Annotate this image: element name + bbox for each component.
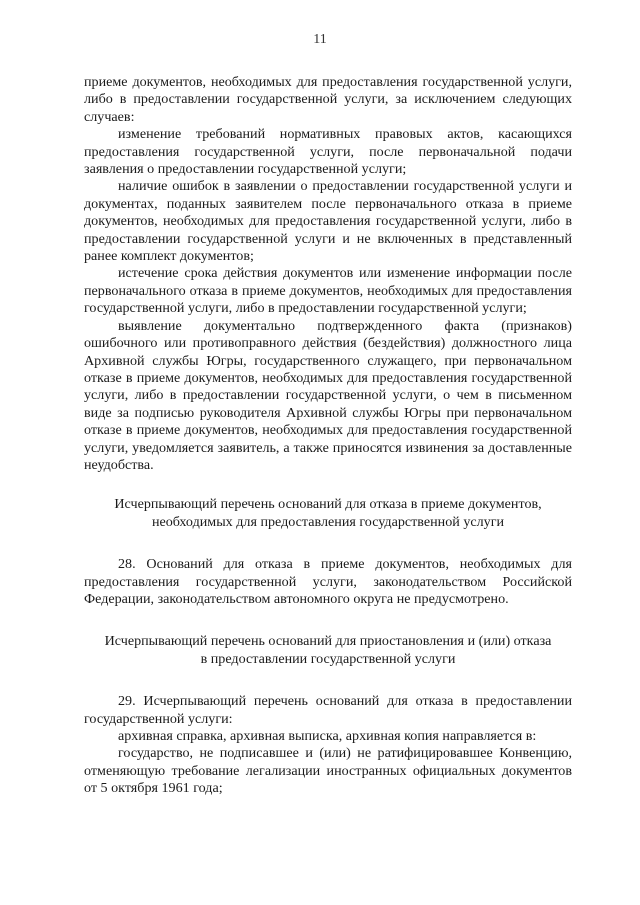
heading-line: в предоставлении государственной услуги bbox=[200, 650, 456, 667]
heading-line: Исчерпывающий перечень оснований для отказа в приеме документов, bbox=[114, 496, 542, 513]
paragraph-case-2: наличие ошибок в заявлении о предоставлении государственной услуги и документах, поданных заявителем после первоначального отказа в приеме документов, необходимых для предоставления государственной услуги, либо в предоставлении государственной услуги и не включенных в представленный ранее комплект документов; bbox=[84, 178, 572, 265]
paragraph-case-3: истечение срока действия документов или изменение информации после первоначального отказа в приеме документов, необходимых для предоставления государственной услуги, либо в предоставлении государственной услуги; bbox=[84, 265, 572, 317]
paragraph-case-1: изменение требований нормативных правовых актов, касающихся предоставления государственной услуги, после первоначальной подачи заявления о предоставлении государственной услуги; bbox=[84, 126, 572, 178]
section-heading-suspension-refusal bbox=[84, 633, 572, 668]
paragraph-continuation: приеме документов, необходимых для предоставления государственной услуги, либо в предоставлении государственной услуги, за исключением следующих случаев: bbox=[84, 74, 572, 125]
page-number: 11 bbox=[313, 32, 327, 47]
paragraph-case-4: выявление документально подтвержденного факта (признаков) ошибочного или противоправного действия (бездействия) должностного лица Архивной службы Югры, государственного служащего, при первоначальном отказе в приеме документов, необходимых для предоставления государственной услуги, либо в предоставлении государственной услуги, о чем в письменном виде за подписью руководителя Архивной службы Югры при первоначальном отказе в приеме документов, необходимых для предоставления государственной услуги, уведомляется заявитель, а также приносятся извинения за доставленные неудобства. bbox=[84, 317, 572, 473]
paragraph-28: 28. Оснований для отказа в приеме документов, необходимых для предоставления государственной услуги, законодательством Российской Федерации, законодательством автономного округа не предусмотрено. bbox=[84, 556, 572, 607]
section-heading-refusal-acceptance bbox=[84, 496, 572, 531]
heading-line: Исчерпывающий перечень оснований для приостановления и (или) отказа bbox=[104, 633, 552, 650]
paragraph-state-convention: государство, не подписавшее и (или) не ратифицировавшее Конвенцию, отменяющую требование легализации иностранных официальных документов от 5 октября 1961 года; bbox=[84, 745, 572, 797]
document-body bbox=[84, 74, 572, 798]
paragraph-29: 29. Исчерпывающий перечень оснований для отказа в предоставлении государственной услуги: bbox=[84, 693, 572, 727]
paragraph-archival-sent: архивная справка, архивная выписка, архивная копия направляется в: bbox=[118, 728, 537, 744]
heading-line: необходимых для предоставления государственной услуги bbox=[151, 513, 505, 530]
